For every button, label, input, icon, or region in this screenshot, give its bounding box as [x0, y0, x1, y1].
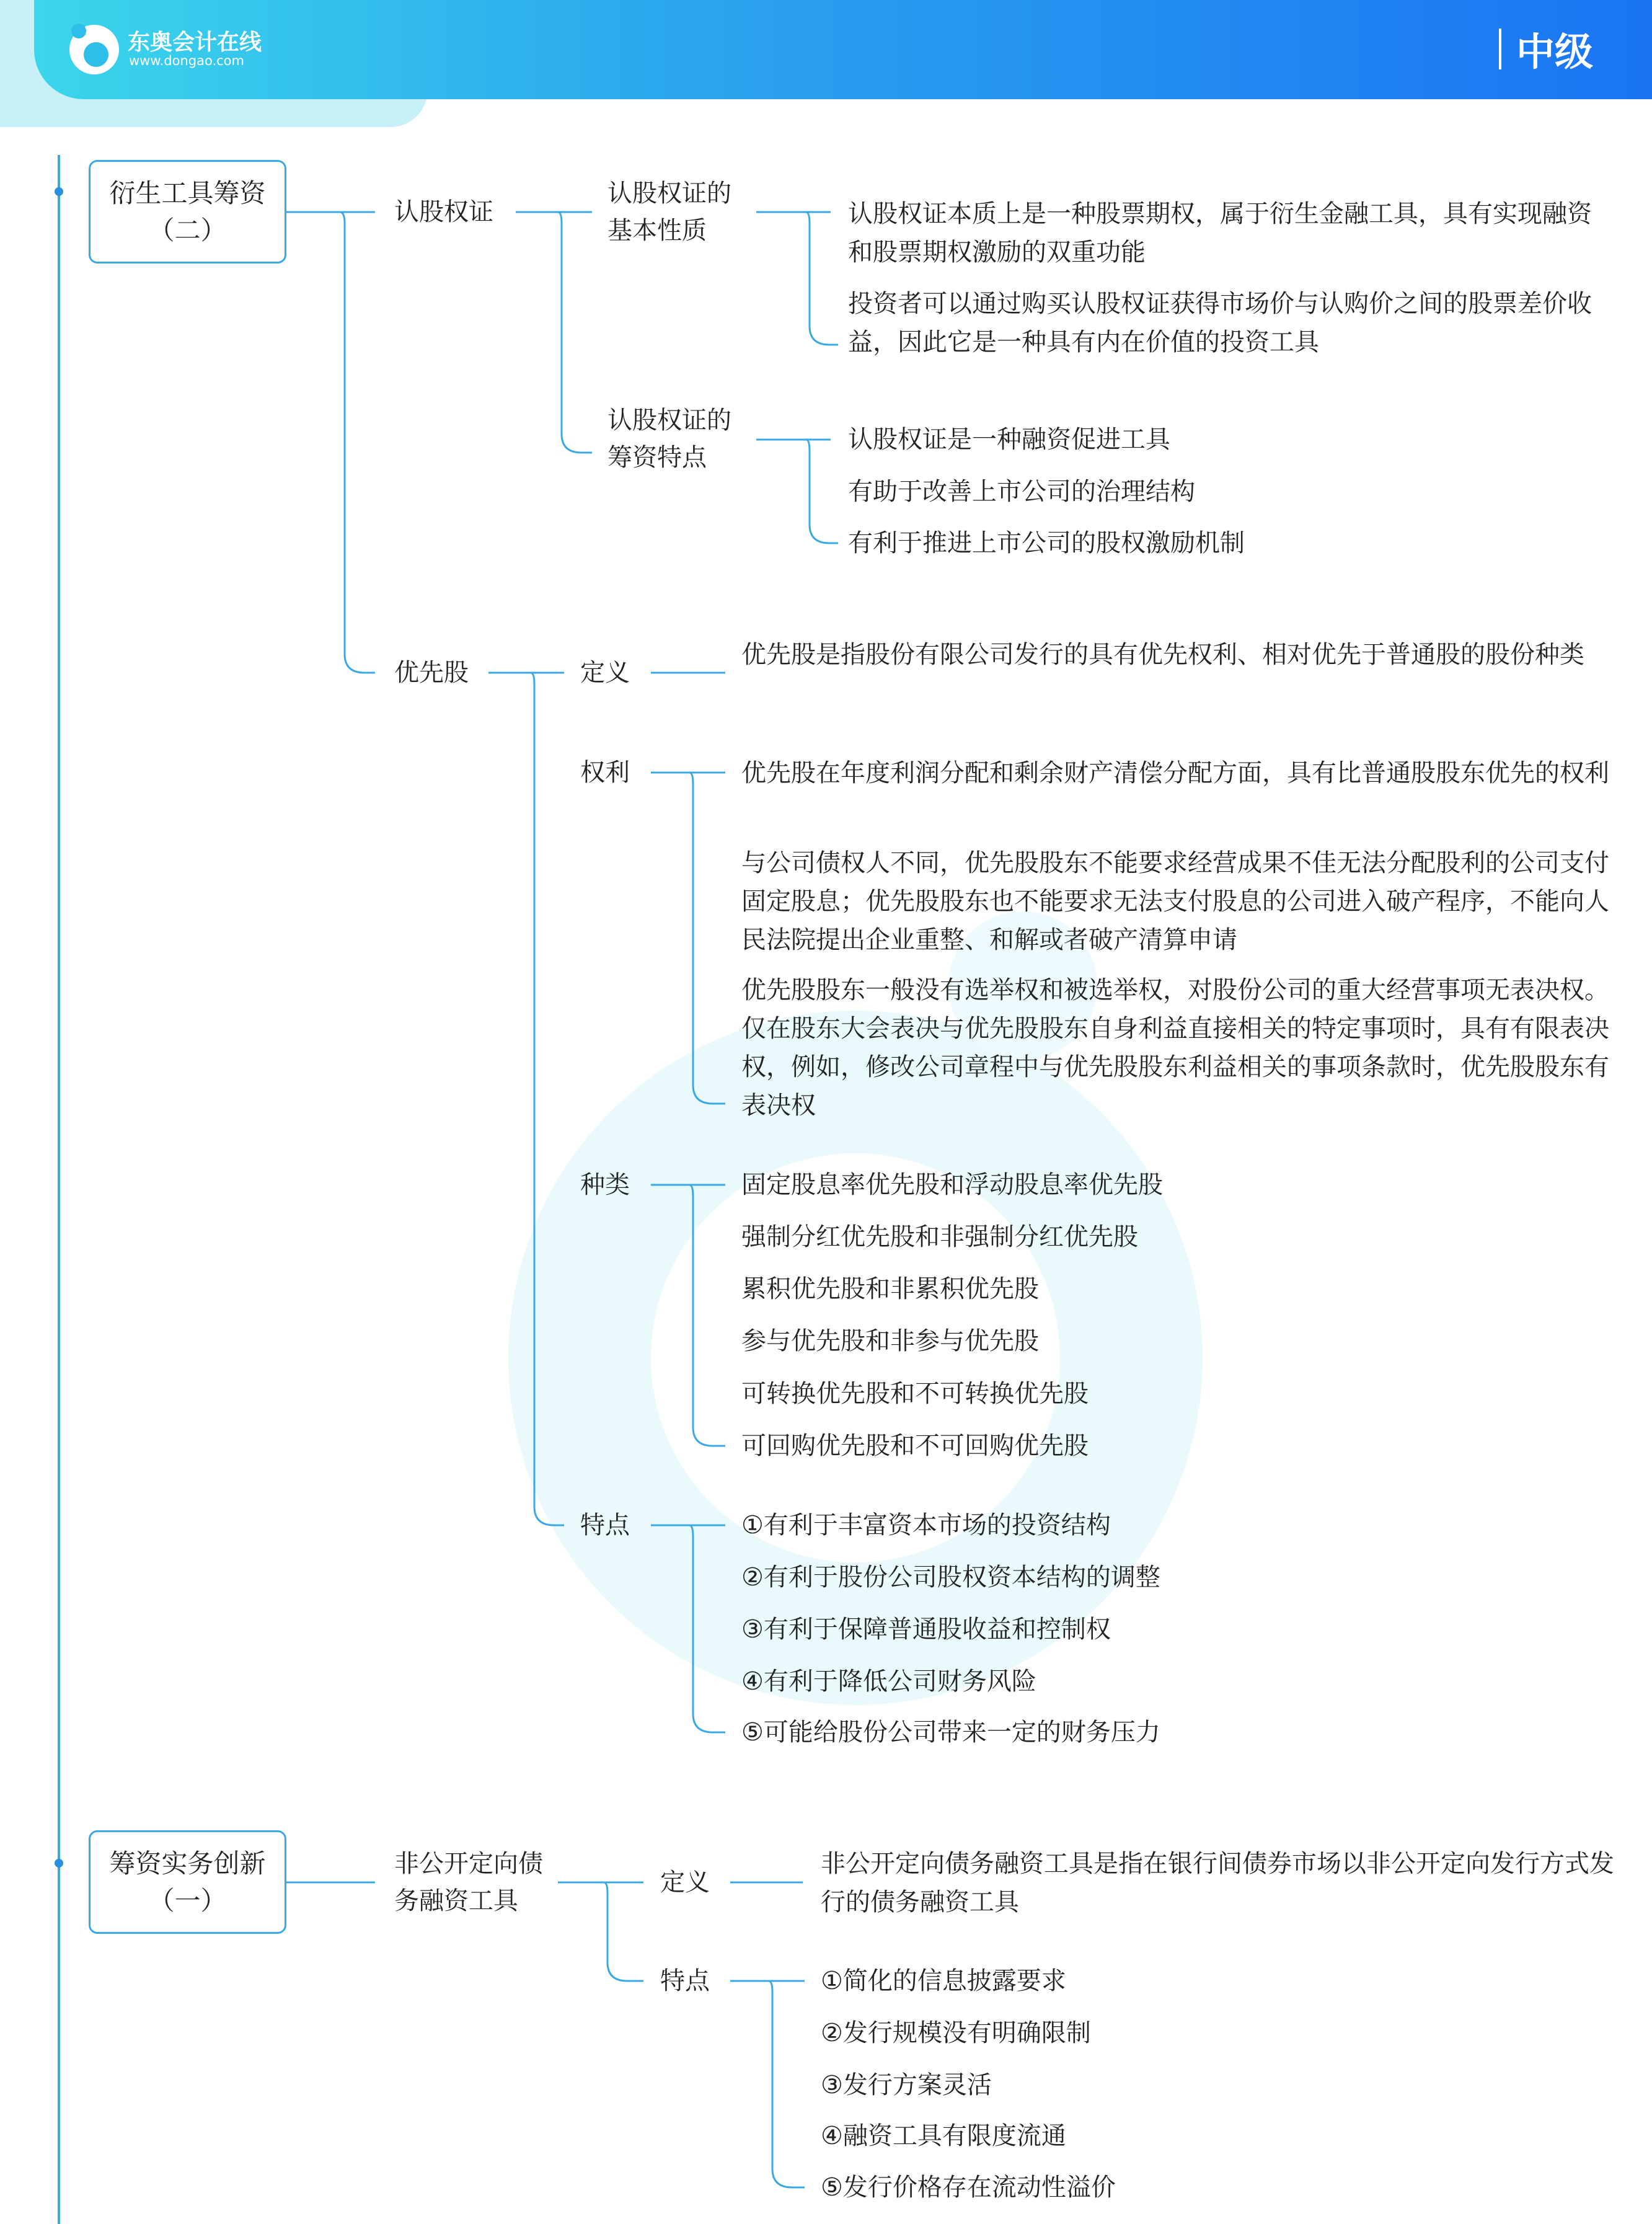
preferred-types-item-5: 可转换优先股和不可转换优先股	[741, 1380, 1089, 1408]
preferred-types-label: 种类	[580, 1171, 630, 1199]
preferred-traits-item-2: ②有利于股份公司股权资本结构的调整	[741, 1563, 1160, 1592]
preferred-types-item-3: 累积优先股和非累积优先股	[741, 1275, 1039, 1303]
level-label: 中级	[1516, 29, 1594, 74]
section2-title-line1: 筹资实务创新	[109, 1848, 266, 1879]
preferred-definition-text: 优先股是指股份有限公司发行的具有优先权利、相对优先于普通股的股份种类	[741, 640, 1584, 669]
warrant-nature-item-1: 认股权证本质上是一种股票期权，属于衍生金融工具，具有实现融资和股票期权激励的双重功能	[848, 200, 1592, 267]
preferred-definition-label: 定义	[580, 658, 630, 687]
instrument-label-line2: 务融资工具	[394, 1887, 518, 1915]
instrument-definition-label: 定义	[660, 1868, 710, 1897]
section1-title-box	[89, 160, 286, 264]
instrument-label-line1: 非公开定向债	[394, 1850, 543, 1878]
warrant-features-label-line2: 筹资特点	[607, 443, 707, 472]
preferred-traits-item-4: ④有利于降低公司财务风险	[741, 1667, 1036, 1696]
preferred-rights-label: 权利	[580, 758, 630, 787]
preferred-types-item-2: 强制分红优先股和非强制分红优先股	[741, 1223, 1138, 1251]
warrant-features-item-3: 有利于推进上市公司的股权激励机制	[848, 529, 1245, 557]
preferred-traits-label: 特点	[580, 1511, 630, 1540]
instrument-traits-item-1: ①简化的信息披露要求	[821, 1967, 1066, 1995]
instrument-traits-item-4: ④融资工具有限度流通	[821, 2122, 1066, 2150]
warrant-label: 认股权证	[394, 198, 493, 226]
section1-title-line2: （二）	[148, 215, 227, 246]
instrument-traits-item-3: ③发行方案灵活	[821, 2071, 992, 2099]
preferred-traits-item-1: ①有利于丰富资本市场的投资结构	[741, 1511, 1111, 1540]
warrant-features-item-1: 认股权证是一种融资促进工具	[848, 425, 1170, 454]
warrant-features-label-line1: 认股权证的	[607, 406, 731, 435]
section1-title-line1: 衍生工具筹资	[109, 177, 266, 208]
brand-url: www.dongao.com	[129, 53, 244, 68]
instrument-traits-label: 特点	[660, 1967, 710, 1995]
instrument-traits-item-5: ⑤发行价格存在流动性溢价	[821, 2173, 1116, 2202]
instrument-definition-text: 非公开定向债务融资工具是指在银行间债券市场以非公开定向发行方式发行的债务融资工具	[821, 1850, 1614, 1916]
warrant-nature-item-2: 投资者可以通过购买认股权证获得市场价与认购价之间的股票差价收益，因此它是一种具有内在价值的投资工具	[848, 290, 1592, 357]
instrument-traits-item-2: ②发行规模没有明确限制	[821, 2019, 1091, 2047]
preferred-types-item-1: 固定股息率优先股和浮动股息率优先股	[741, 1171, 1163, 1199]
preferred-traits-item-3: ③有利于保障普通股收益和控制权	[741, 1615, 1111, 1644]
section2-title-box	[89, 1830, 286, 1934]
preferred-rights-item-1: 优先股在年度利润分配和剩余财产清偿分配方面，具有比普通股股东优先的权利	[741, 759, 1609, 787]
preferred-label: 优先股	[394, 658, 469, 687]
warrant-nature-label-line1: 认股权证的	[607, 179, 731, 208]
preferred-rights-item-2: 与公司债权人不同，优先股股东不能要求经营成果不佳无法分配股利的公司支付固定股息；优先股股东也不能要求无法支付股息的公司进入破产程序，不能向人民法院提出企业重整、和解或者破产清算申请	[741, 849, 1609, 954]
brand-name: 东奥会计在线	[128, 30, 262, 55]
preferred-rights-item-3: 优先股股东一般没有选举权和被选举权，对股份公司的重大经营事项无表决权。仅在股东大会表决与优先股股东自身利益直接相关的特定事项时，具有有限表决权，例如，修改公司章程中与优先股股东利益相关的事项条款时，优先股股东有表决权	[741, 976, 1609, 1120]
section2-title-line2: （一）	[148, 1885, 227, 1916]
warrant-nature-label-line2: 基本性质	[607, 216, 707, 245]
warrant-features-item-2: 有助于改善上市公司的治理结构	[848, 477, 1195, 506]
preferred-traits-item-5: ⑤可能给股份公司带来一定的财务压力	[741, 1718, 1160, 1747]
preferred-types-item-4: 参与优先股和非参与优先股	[741, 1327, 1039, 1355]
preferred-types-item-6: 可回购优先股和不可回购优先股	[741, 1432, 1089, 1460]
